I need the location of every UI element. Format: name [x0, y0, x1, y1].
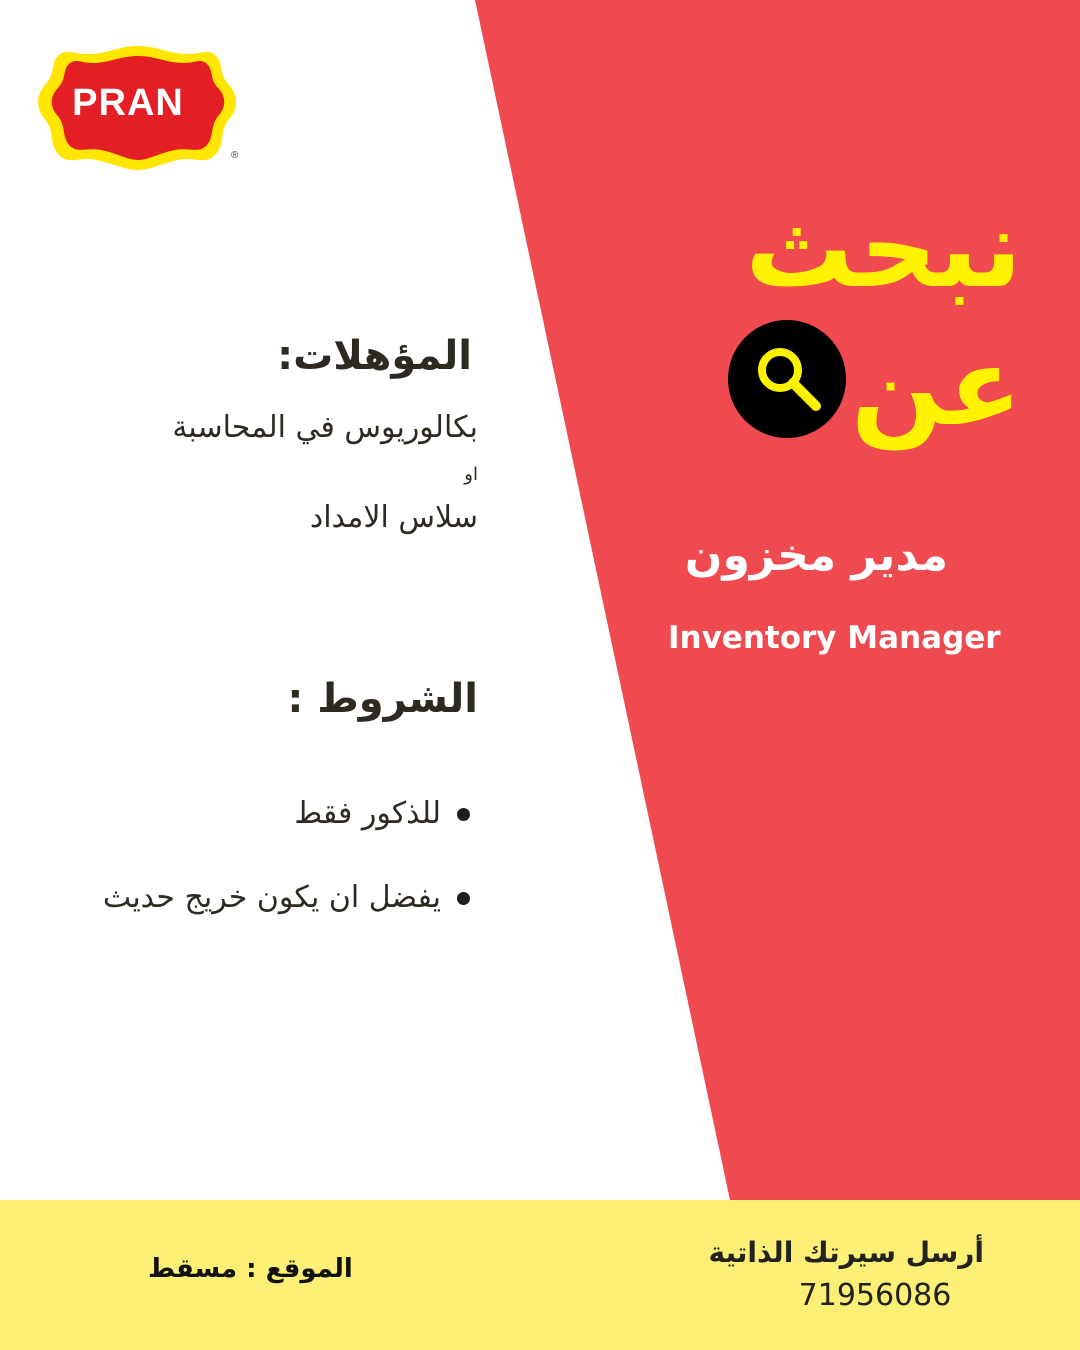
conditions-title: الشروط :	[287, 676, 478, 722]
svg-text:®: ®	[231, 150, 238, 161]
job-title-english: Inventory Manager	[668, 620, 1001, 656]
logo-text: PRAN	[72, 82, 184, 124]
condition-item-text: للذكور فقط	[294, 796, 441, 831]
location-text	[148, 1254, 353, 1284]
bullet-icon	[457, 892, 470, 905]
condition-item-text: يفضل ان يكون خريج حديث	[102, 880, 441, 915]
location-separator: :	[237, 1254, 266, 1284]
condition-item	[294, 796, 470, 831]
phone-number: 71956086	[798, 1278, 952, 1313]
pran-logo	[38, 42, 238, 172]
location-value: مسقط	[148, 1254, 238, 1284]
send-cv-label: أرسل سيرتك الذاتية	[708, 1236, 984, 1269]
bullet-icon	[457, 808, 470, 821]
job-title-arabic: مدير مخزون	[684, 530, 948, 581]
qualifications-title: المؤهلات:	[277, 333, 472, 379]
qualification-line-1: بكالوريوس في المحاسبة	[172, 410, 478, 445]
qualification-or: او	[464, 464, 478, 485]
headline-line1: نبحث	[745, 187, 1022, 312]
qualification-line-2: سلاس الامداد	[309, 500, 478, 535]
search-icon	[728, 320, 846, 438]
condition-item	[103, 880, 470, 915]
headline-line2: عن	[851, 325, 1022, 450]
location-label: الموقع	[265, 1254, 353, 1284]
